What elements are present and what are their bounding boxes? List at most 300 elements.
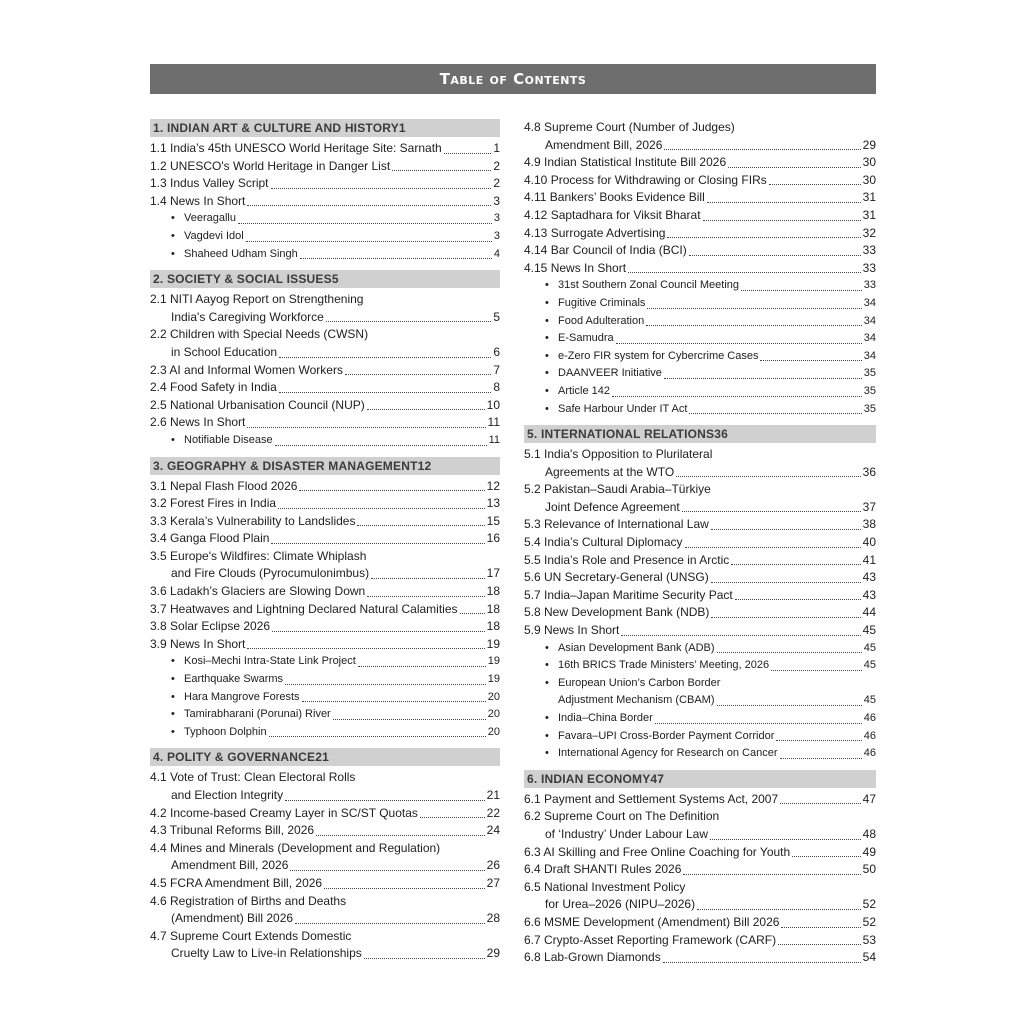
section-title: 4. POLITY & GOVERNANCE: [153, 750, 316, 765]
dot-leader: [731, 564, 860, 565]
page-number: 45: [863, 659, 876, 672]
page-number: 3: [493, 193, 500, 208]
page-number: 27: [486, 875, 500, 890]
toc-row: [524, 692, 876, 710]
toc-subitem[interactable]: [150, 228, 500, 246]
toc-subitem[interactable]: [150, 246, 500, 264]
entry-title: 6.1 Payment and Settlement Systems Act, 2007: [524, 791, 779, 806]
section-page: 1: [398, 121, 406, 135]
toc-subitem[interactable]: [150, 671, 500, 689]
entry-title-line: 4.7 Supreme Court Extends Domestic: [150, 928, 352, 943]
entry-title: 2.3 AI and Informal Women Workers: [150, 362, 343, 377]
toc-item[interactable]: [524, 844, 876, 862]
toc-item[interactable]: [150, 291, 500, 326]
section-heading[interactable]: [150, 119, 500, 137]
entry-title-text: European Union’s Carbon Border: [558, 676, 721, 689]
dot-leader: [247, 427, 485, 428]
dot-leader: [663, 962, 861, 963]
bullet-icon: •: [545, 641, 549, 654]
page-number: 3: [493, 229, 500, 242]
section-title: 3. GEOGRAPHY & DISASTER MANAGEMENT: [153, 458, 418, 473]
toc-item[interactable]: [150, 495, 500, 513]
dot-leader: [238, 223, 492, 224]
bullet-icon: •: [545, 402, 549, 415]
toc-item[interactable]: [150, 805, 500, 823]
dot-leader: [682, 511, 861, 512]
dot-leader: [646, 325, 862, 326]
toc-subitem[interactable]: [524, 348, 876, 366]
toc-subitem[interactable]: [150, 432, 500, 450]
toc-item[interactable]: [150, 840, 500, 875]
bullet-icon: •: [545, 676, 549, 689]
page-number: 29: [486, 946, 500, 961]
entry-title: Agreements at the WTO: [545, 464, 675, 479]
dot-leader: [689, 413, 861, 414]
dot-leader: [271, 543, 484, 544]
toc-row: [524, 137, 876, 155]
page-number: 47: [862, 791, 876, 806]
toc-item[interactable]: [150, 193, 500, 211]
entry-title: 4.10 Process for Withdrawing or Closing FIRs: [524, 172, 767, 187]
entry-title-line: [524, 675, 876, 693]
page-number: 49: [862, 844, 876, 859]
dot-leader: [717, 705, 862, 706]
section-title: 2. SOCIETY & SOCIAL ISSUES: [153, 272, 332, 287]
entry-title: Earthquake Swarms: [184, 673, 284, 686]
entry-title: 1.4 News In Short: [150, 193, 246, 208]
page-number: 45: [862, 623, 876, 638]
bullet-icon: •: [171, 690, 175, 703]
page-number: 38: [862, 517, 876, 532]
entry-title: 4.3 Tribunal Reforms Bill, 2026: [150, 823, 315, 838]
entry-title: 3.9 News In Short: [150, 636, 246, 651]
toc-row: [524, 499, 876, 517]
title-banner: [150, 64, 876, 94]
bullet-icon: •: [545, 712, 549, 724]
entry-title: 2.6 News In Short: [150, 415, 246, 430]
page-number: 6: [493, 344, 500, 359]
page-number: 28: [486, 911, 500, 926]
page-number: 48: [862, 826, 876, 841]
entry-title: 5.6 UN Secretary-General (UNSG): [524, 570, 709, 585]
toc-item[interactable]: [150, 140, 500, 158]
toc-item[interactable]: [524, 879, 876, 914]
toc-item[interactable]: [150, 175, 500, 193]
dot-leader: [392, 170, 491, 171]
dot-leader: [246, 241, 492, 242]
toc-item[interactable]: [150, 379, 500, 397]
toc-subitem[interactable]: [150, 653, 500, 671]
entry-title-line: 2.1 NITI Aayog Report on Strengthening: [150, 292, 364, 307]
entry-title-line: 3.5 Europe's Wildfires: Climate Whiplash: [150, 548, 367, 563]
toc-item[interactable]: [150, 513, 500, 531]
entry-title: and Fire Clouds (Pyrocumulonimbus): [171, 566, 370, 581]
dot-leader: [711, 529, 861, 530]
toc-item[interactable]: [150, 548, 500, 583]
entry-title: 4.12 Saptadhara for Viksit Bharat: [524, 207, 701, 222]
toc-subitem[interactable]: [524, 657, 876, 675]
toc-item[interactable]: [524, 569, 876, 587]
entry-title: E-Samudra: [558, 332, 614, 345]
entry-title-line: 5.1 India's Opposition to Plurilateral: [524, 447, 713, 462]
dot-leader: [769, 184, 861, 185]
dot-leader: [703, 220, 861, 221]
dot-leader: [697, 909, 861, 910]
toc-item[interactable]: [524, 949, 876, 967]
entry-title: 4.2 Income-based Creamy Layer in SC/ST Quotas: [150, 805, 418, 820]
entry-title: Tamirabharani (Porunai) River: [184, 708, 331, 721]
entry-title: 6.4 Draft SHANTI Rules 2026: [524, 862, 682, 877]
page-number: 1: [493, 141, 500, 155]
dot-leader: [780, 803, 861, 804]
toc-subitem[interactable]: [150, 689, 500, 707]
page-number: 34: [863, 314, 876, 327]
dot-leader: [710, 839, 861, 840]
bullet-icon: •: [171, 247, 175, 260]
dot-leader: [364, 958, 485, 959]
toc-item[interactable]: [524, 932, 876, 950]
entry-title: Hara Mangrove Forests: [184, 690, 300, 703]
entry-title: Amendment Bill, 2026: [545, 137, 663, 152]
section-title: 6. INDIAN ECONOMY: [527, 771, 651, 786]
bullet-icon: •: [545, 279, 549, 292]
bullet-icon: •: [545, 314, 549, 327]
dot-leader: [247, 648, 484, 649]
page-number: 33: [863, 279, 876, 292]
page-number: 2: [493, 158, 500, 173]
dot-leader: [357, 525, 484, 526]
entry-title-line: 4.4 Mines and Minerals (Development and Regulation): [150, 840, 441, 855]
toc-item[interactable]: [524, 260, 876, 278]
page-number: 35: [863, 367, 876, 380]
entry-title: 3.6 Ladakh’s Glaciers are Slowing Down: [150, 584, 366, 599]
dot-leader: [333, 719, 486, 720]
entry-title-line: 6.2 Supreme Court on The Definition: [524, 809, 720, 824]
page-number: 19: [487, 655, 500, 668]
toc-item[interactable]: [150, 601, 500, 619]
dot-leader: [279, 357, 491, 358]
toc-item[interactable]: [150, 822, 500, 840]
entry-title: Kosi–Mechi Intra-State Link Project: [184, 655, 356, 668]
toc-item[interactable]: [150, 928, 500, 963]
entry-title: DAANVEER Initiative: [558, 367, 662, 380]
section-heading[interactable]: [524, 425, 876, 443]
dot-leader: [444, 153, 492, 154]
toc-item[interactable]: [524, 481, 876, 516]
entry-title: 6.7 Crypto-Asset Reporting Framework (CARF): [524, 932, 777, 947]
bullet-icon: •: [171, 655, 175, 668]
page-number: 41: [862, 552, 876, 567]
entry-title-line: 4.6 Registration of Births and Deaths: [150, 893, 347, 908]
toc-item[interactable]: [524, 154, 876, 172]
section-heading[interactable]: [524, 770, 876, 788]
page-number: 33: [862, 243, 876, 258]
dot-leader: [667, 237, 860, 238]
section-page: 12: [417, 458, 432, 473]
dot-leader: [279, 392, 492, 393]
toc-subitem[interactable]: [524, 728, 876, 746]
entry-title: Favara–UPI Cross-Border Payment Corridor: [558, 729, 775, 742]
bullet-icon: •: [545, 384, 549, 397]
dot-leader: [780, 758, 862, 759]
toc-item[interactable]: [150, 583, 500, 601]
toc-item[interactable]: [150, 326, 500, 361]
toc-row: [524, 464, 876, 482]
page-number: 19: [487, 673, 500, 686]
page-number: 24: [486, 823, 500, 838]
entry-title: Adjustment Mechanism (CBAM): [558, 694, 715, 707]
dot-leader: [647, 308, 861, 309]
dot-leader: [345, 374, 491, 375]
toc-item[interactable]: [150, 158, 500, 176]
bullet-icon: •: [171, 433, 175, 446]
toc-item[interactable]: [150, 769, 500, 804]
entry-title: 3.1 Nepal Flash Flood 2026: [150, 478, 298, 493]
bullet-icon: •: [545, 332, 549, 345]
entry-title: Vagdevi Idol: [184, 229, 244, 242]
dot-leader: [612, 396, 862, 397]
dot-leader: [278, 508, 485, 509]
toc-item[interactable]: [150, 478, 500, 496]
dot-leader: [616, 343, 862, 344]
toc-item[interactable]: [524, 172, 876, 190]
toc-subitem[interactable]: [150, 724, 500, 742]
page-number: 18: [486, 619, 500, 634]
page-number: 32: [862, 225, 876, 240]
entry-title: in School Education: [171, 344, 278, 359]
page-number: 16: [486, 531, 500, 546]
dot-leader: [367, 596, 484, 597]
dot-leader: [683, 874, 860, 875]
entry-title: Safe Harbour Under IT Act: [558, 402, 688, 415]
entry-title: 5.7 India–Japan Maritime Security Pact: [524, 587, 733, 602]
dot-leader: [420, 817, 485, 818]
dot-leader: [792, 856, 860, 857]
dot-leader: [358, 666, 486, 667]
toc-item[interactable]: [150, 636, 500, 654]
entry-title: 6.6 MSME Development (Amendment) Bill 2026: [524, 914, 780, 929]
page-number: 3: [493, 212, 500, 225]
entry-title: (Amendment) Bill 2026: [171, 911, 294, 926]
bullet-icon: •: [545, 349, 549, 362]
toc-item[interactable]: [150, 875, 500, 893]
entry-title: 5.4 India’s Cultural Diplomacy: [524, 535, 683, 550]
toc-row: [524, 826, 876, 844]
toc-subitem[interactable]: [524, 401, 876, 419]
toc-item[interactable]: [150, 530, 500, 548]
section-heading[interactable]: [150, 457, 500, 475]
page-number: 36: [862, 464, 876, 479]
toc-item[interactable]: [150, 893, 500, 928]
toc-item[interactable]: [150, 414, 500, 432]
toc-row: [150, 565, 500, 583]
bullet-icon: •: [545, 296, 549, 309]
dot-leader: [664, 149, 860, 150]
page-number: 30: [862, 155, 876, 170]
toc-item[interactable]: [524, 242, 876, 260]
toc-item[interactable]: [524, 207, 876, 225]
page-number: 34: [863, 296, 876, 309]
toc-item[interactable]: [524, 791, 876, 809]
toc-subitem[interactable]: [150, 706, 500, 724]
toc-row: [150, 787, 500, 805]
dot-leader: [728, 167, 861, 168]
page-number: 35: [863, 402, 876, 415]
toc-item[interactable]: [150, 618, 500, 636]
entry-title: 3.8 Solar Eclipse 2026: [150, 619, 271, 634]
toc-item[interactable]: [524, 552, 876, 570]
entry-title-line: 4.8 Supreme Court (Number of Judges): [524, 120, 735, 134]
page-number: 11: [488, 433, 500, 446]
entry-title: 4.13 Surrogate Advertising: [524, 225, 666, 240]
entry-title: and Election Integrity: [171, 788, 284, 802]
entry-title-line: 5.2 Pakistan–Saudi Arabia–Türkiye: [524, 482, 711, 497]
toc-subitem[interactable]: [524, 745, 876, 763]
page-number: 40: [862, 535, 876, 550]
entry-title: 4.11 Bankers’ Books Evidence Bill: [524, 190, 705, 205]
toc-subitem[interactable]: [524, 383, 876, 401]
dot-leader: [299, 490, 484, 491]
entry-title: for Urea–2026 (NIPU–2026): [545, 897, 696, 912]
entry-title: Amendment Bill, 2026: [171, 858, 289, 873]
toc-subitem[interactable]: [150, 210, 500, 228]
toc-subitem[interactable]: [524, 313, 876, 331]
toc-item[interactable]: [524, 516, 876, 534]
toc-item[interactable]: [524, 587, 876, 605]
entry-title: 5.8 New Development Bank (NDB): [524, 605, 710, 620]
page-number: 31: [862, 190, 876, 205]
page-number: 22: [486, 805, 500, 820]
page-number: 2: [493, 176, 500, 191]
toc-item[interactable]: [524, 446, 876, 481]
toc-item[interactable]: [524, 189, 876, 207]
toc-item[interactable]: [524, 914, 876, 932]
entry-title: Notifiable Disease: [184, 433, 273, 446]
toc-row: [150, 309, 500, 327]
page-number: 37: [862, 499, 876, 514]
toc-subitem[interactable]: [524, 365, 876, 383]
dot-leader: [285, 800, 485, 801]
dot-leader: [655, 723, 862, 724]
toc-item[interactable]: [524, 534, 876, 552]
toc-subitem[interactable]: [524, 710, 876, 728]
toc-subitem[interactable]: [524, 640, 876, 658]
bullet-icon: •: [171, 673, 175, 686]
dot-leader: [326, 321, 492, 322]
toc-item[interactable]: [150, 397, 500, 415]
page-number: 10: [486, 397, 500, 412]
toc-item[interactable]: [524, 225, 876, 243]
entry-title: 2.4 Food Safety in India: [150, 380, 277, 395]
bullet-icon: •: [171, 229, 175, 242]
dot-leader: [271, 188, 492, 189]
dot-leader: [689, 255, 861, 256]
dot-leader: [460, 613, 485, 614]
bullet-icon: •: [545, 367, 549, 380]
page-number: 44: [862, 605, 876, 620]
toc-item[interactable]: [524, 861, 876, 879]
dot-leader: [676, 476, 860, 477]
toc-left-column: [150, 119, 500, 963]
toc-item[interactable]: [524, 808, 876, 843]
entry-title: 5.3 Relevance of International Law: [524, 517, 709, 532]
page-number: 17: [486, 566, 500, 581]
entry-title: e-Zero FIR system for Cybercrime Cases: [558, 349, 759, 362]
page-number: 46: [863, 747, 876, 760]
entry-title: 6.3 AI Skilling and Free Online Coaching for Youth: [524, 844, 791, 859]
entry-title: 3.7 Heatwaves and Lightning Declared Natural Calamities: [150, 601, 458, 616]
page-number: 45: [863, 694, 876, 707]
dot-leader: [711, 617, 860, 618]
toc-row: [150, 945, 500, 963]
toc-subitem[interactable]: [524, 675, 876, 710]
page-number: 11: [487, 415, 500, 430]
toc-item[interactable]: [524, 604, 876, 622]
page-number: 19: [486, 636, 500, 651]
entry-title: 4.5 FCRA Amendment Bill, 2026: [150, 875, 323, 890]
entry-title: Food Adulteration: [558, 314, 645, 327]
page-title: Table of Contents: [439, 70, 587, 88]
dot-leader: [269, 736, 486, 737]
dot-leader: [735, 599, 861, 600]
page-number: 52: [862, 897, 876, 912]
page-number: 18: [486, 601, 500, 616]
section-page: 21: [315, 750, 329, 765]
section-heading[interactable]: [150, 270, 500, 288]
entry-title: 1.2 UNESCO's World Heritage in Danger List: [150, 158, 391, 173]
dot-leader: [324, 888, 485, 889]
bullet-icon: •: [545, 729, 549, 742]
entry-title: 5.5 India’s Role and Presence in Arctic: [524, 552, 730, 567]
toc-row: [524, 896, 876, 914]
toc-row: [150, 344, 500, 362]
section-heading[interactable]: [150, 748, 500, 766]
dot-leader: [664, 378, 862, 379]
entry-title-line: 2.2 Children with Special Needs (CWSN): [150, 327, 369, 342]
entry-title: 3.2 Forest Fires in India: [150, 496, 277, 511]
dot-leader: [778, 944, 861, 945]
page-number: 53: [862, 932, 876, 947]
dot-leader: [741, 290, 862, 291]
page-number: 26: [486, 858, 500, 873]
page-number: 54: [862, 950, 876, 965]
bullet-icon: •: [545, 747, 549, 760]
toc-subitem[interactable]: [524, 295, 876, 313]
entry-title: Fugitive Criminals: [558, 296, 646, 309]
toc-item[interactable]: [524, 119, 876, 154]
dot-leader: [272, 631, 485, 632]
dot-leader: [717, 652, 862, 653]
page-number: 8: [493, 380, 500, 395]
page-number: 43: [862, 587, 876, 602]
entry-title: India–China Border: [558, 712, 653, 724]
toc-item[interactable]: [150, 362, 500, 380]
page-number: 18: [486, 584, 500, 599]
entry-title: Cruelty Law to Live-in Relationships: [171, 946, 362, 961]
dot-leader: [367, 409, 485, 410]
dot-leader: [302, 701, 486, 702]
page-number: 46: [863, 712, 876, 724]
toc-subitem[interactable]: [524, 277, 876, 295]
toc-row: [150, 910, 500, 928]
bullet-icon: •: [545, 659, 549, 672]
section-page: 36: [714, 427, 728, 442]
toc-item[interactable]: [524, 622, 876, 640]
page-number: 45: [863, 641, 876, 654]
entry-title: 1.1 India’s 45th UNESCO World Heritage Site: Sarnath: [150, 141, 442, 155]
page-number: 31: [862, 207, 876, 222]
toc-subitem[interactable]: [524, 330, 876, 348]
